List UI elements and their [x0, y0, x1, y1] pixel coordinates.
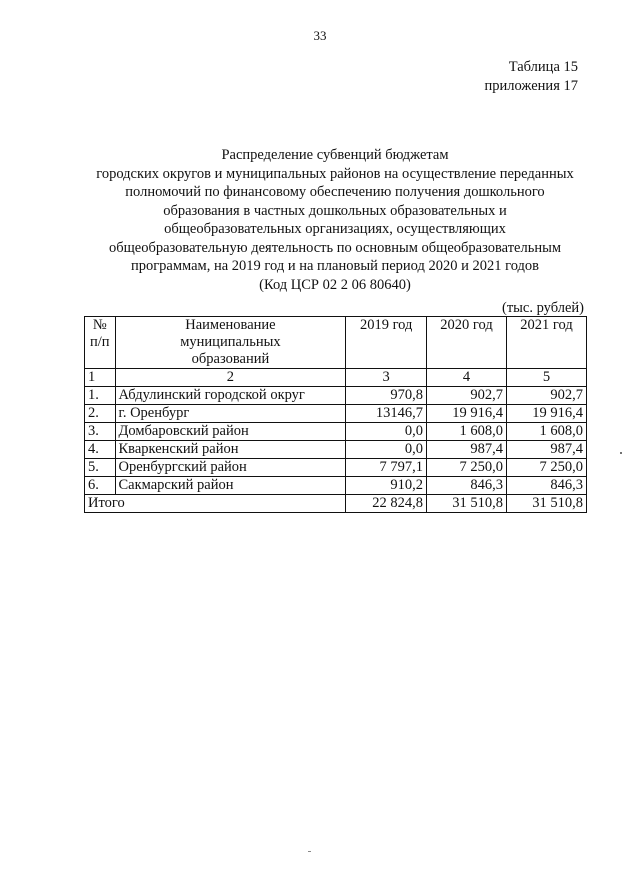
title-line: городских округов и муниципальных районов на осуществление переданных: [96, 165, 574, 182]
title-line: (Код ЦСР 02 2 06 80640): [259, 276, 411, 293]
index-cell: 2: [115, 369, 346, 387]
header-2020: 2020 год: [427, 317, 507, 369]
title-line: программам, на 2019 год и на плановый период 2020 и 2021 годов: [130, 258, 540, 274]
row-2021: 19 916,4: [507, 405, 587, 423]
title-line: образования в частных дошкольных образовательных и: [163, 202, 507, 219]
row-num: 2.: [85, 405, 116, 423]
table-row: [85, 477, 587, 495]
table-row: [85, 387, 587, 405]
row-2021: 902,7: [507, 387, 587, 405]
table-row: [85, 441, 587, 459]
header-num-line2: п/п: [89, 334, 110, 350]
header-num: [85, 317, 116, 369]
row-2020: 19 916,4: [427, 405, 507, 423]
header-name-line2: муниципальных: [180, 334, 281, 350]
table-ref-line1: Таблица 15: [508, 59, 578, 75]
table-total-row: [85, 495, 587, 513]
row-name: г. Оренбург: [115, 405, 346, 423]
total-2019: 22 824,8: [346, 495, 427, 513]
row-name: Абдулинский городской округ: [115, 387, 346, 405]
row-name: Домбаровский район: [115, 423, 346, 441]
row-2019: 13146,7: [346, 405, 427, 423]
total-2020: 31 510,8: [427, 495, 507, 513]
page-number: 33: [313, 28, 327, 43]
table-header-row: [85, 317, 587, 369]
title-line: Распределение субвенций бюджетам: [221, 147, 449, 163]
row-2021: 7 250,0: [507, 459, 587, 477]
row-num: 6.: [85, 477, 116, 495]
row-2020: 7 250,0: [427, 459, 507, 477]
row-2019: 0,0: [346, 441, 427, 459]
index-cell: 1: [85, 369, 116, 387]
scan-speck: [308, 851, 311, 852]
row-num: 5.: [85, 459, 116, 477]
table-index-row: [85, 369, 587, 387]
header-2021: 2021 год: [507, 317, 587, 369]
title-line: полномочий по финансовому обеспечению получения дошкольного: [125, 184, 545, 200]
index-cell: 3: [346, 369, 427, 387]
row-name: Кваркенский район: [115, 441, 346, 459]
row-2020: 987,4: [427, 441, 507, 459]
total-label: Итого: [85, 495, 346, 513]
table-row: [85, 423, 587, 441]
row-2021: 1 608,0: [507, 423, 587, 441]
table-ref-line2: приложения 17: [484, 78, 578, 94]
header-name: [115, 317, 346, 369]
title-line: общеобразовательную деятельность по основным общеобразовательным: [108, 239, 561, 256]
row-2020: 902,7: [427, 387, 507, 405]
row-2019: 7 797,1: [346, 459, 427, 477]
index-cell: 5: [507, 369, 587, 387]
row-num: 4.: [85, 441, 116, 459]
row-2020: 846,3: [427, 477, 507, 495]
row-2019: 910,2: [346, 477, 427, 495]
row-2019: 970,8: [346, 387, 427, 405]
row-num: 1.: [85, 387, 116, 405]
header-num-line1: №: [92, 317, 107, 333]
table-reference: [485, 58, 578, 96]
row-name: Оренбургский район: [115, 459, 346, 477]
row-2021: 846,3: [507, 477, 587, 495]
index-cell: 4: [427, 369, 507, 387]
row-2019: 0,0: [346, 423, 427, 441]
unit-label: (тыс. рублей): [502, 300, 584, 316]
row-2021: 987,4: [507, 441, 587, 459]
header-name-line1: Наименование: [185, 317, 276, 333]
subvention-table: [84, 316, 587, 513]
row-num: 3.: [85, 423, 116, 441]
table-row: [85, 459, 587, 477]
header-name-line3: образований: [191, 351, 270, 367]
scan-speck: [620, 452, 622, 454]
header-2019: 2019 год: [346, 317, 427, 369]
row-name: Сакмарский район: [115, 477, 346, 495]
document-title: [70, 146, 600, 294]
table-row: [85, 405, 587, 423]
row-2020: 1 608,0: [427, 423, 507, 441]
total-2021: 31 510,8: [507, 495, 587, 513]
title-line: общеобразовательных организациях, осуществляющих: [164, 221, 506, 237]
